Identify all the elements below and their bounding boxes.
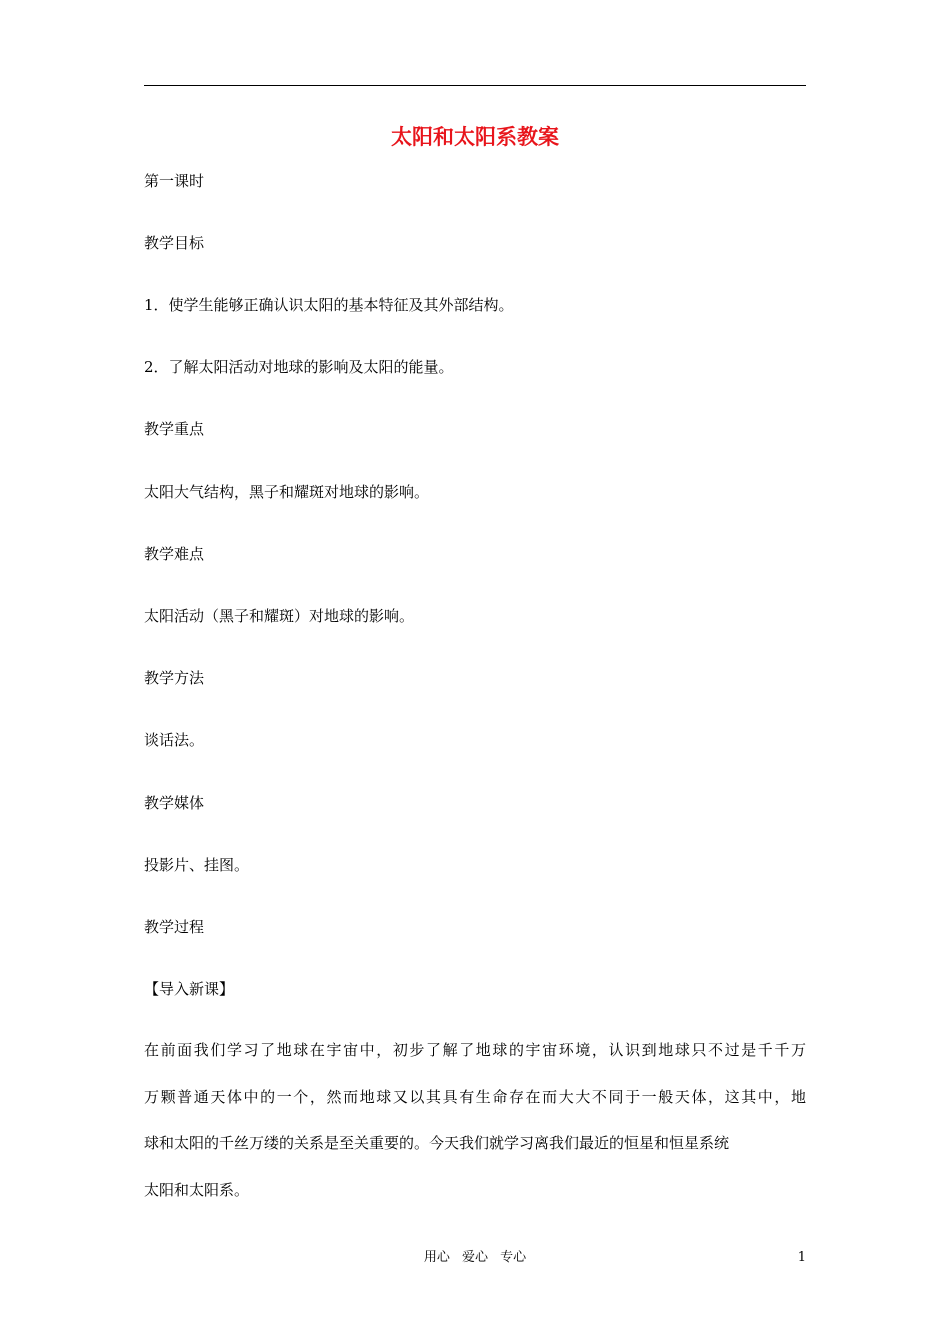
- media-text: 投影片、挂图。: [144, 856, 250, 874]
- heading-key-points: 教学重点: [144, 420, 205, 438]
- header-rule: [144, 85, 806, 86]
- paragraph-line: 太阳和太阳系。: [144, 1180, 250, 1199]
- heading-methods: 教学方法: [144, 669, 205, 687]
- footer-word: 爱心: [461, 1250, 488, 1265]
- heading-difficulties: 教学难点: [144, 545, 205, 563]
- paragraph-line: 球和太阳的千丝万缕的关系是至关重要的。今天我们就学习离我们最近的恒星和恒星系统: [144, 1134, 730, 1152]
- heading-process: 教学过程: [144, 918, 205, 936]
- footer-motto: [0, 1248, 950, 1268]
- intro-paragraph: [144, 1039, 806, 1225]
- heading-media: 教学媒体: [144, 794, 205, 812]
- footer-word: 专心: [500, 1250, 527, 1265]
- page-number: 1: [797, 1250, 806, 1265]
- difficulties-text: 太阳活动（黑子和耀斑）对地球的影响。: [144, 607, 415, 625]
- paragraph-line: 在前面我们学习了地球在宇宙中，初步了解了地球的宇宙环境，认识到地球只不过是千千万: [144, 1041, 806, 1059]
- key-points-text: 太阳大气结构，黑子和耀斑对地球的影响。: [144, 483, 430, 501]
- methods-text: 谈话法。: [144, 731, 205, 749]
- objective-2: 2．了解太阳活动对地球的影响及太阳的能量。: [144, 358, 454, 376]
- footer-word: 用心: [423, 1250, 450, 1265]
- document-title: 太阳和太阳系教案: [391, 124, 559, 149]
- heading-objectives: 教学目标: [144, 234, 205, 252]
- section-intro: 【导入新课】: [144, 980, 235, 998]
- paragraph-line: 万颗普通天体中的一个，然而地球又以其具有生命存在而大大不同于一般天体，这其中，地: [144, 1087, 806, 1106]
- objective-1: 1．使学生能够正确认识太阳的基本特征及其外部结构。: [144, 296, 514, 314]
- lesson-period: 第一课时: [144, 172, 205, 190]
